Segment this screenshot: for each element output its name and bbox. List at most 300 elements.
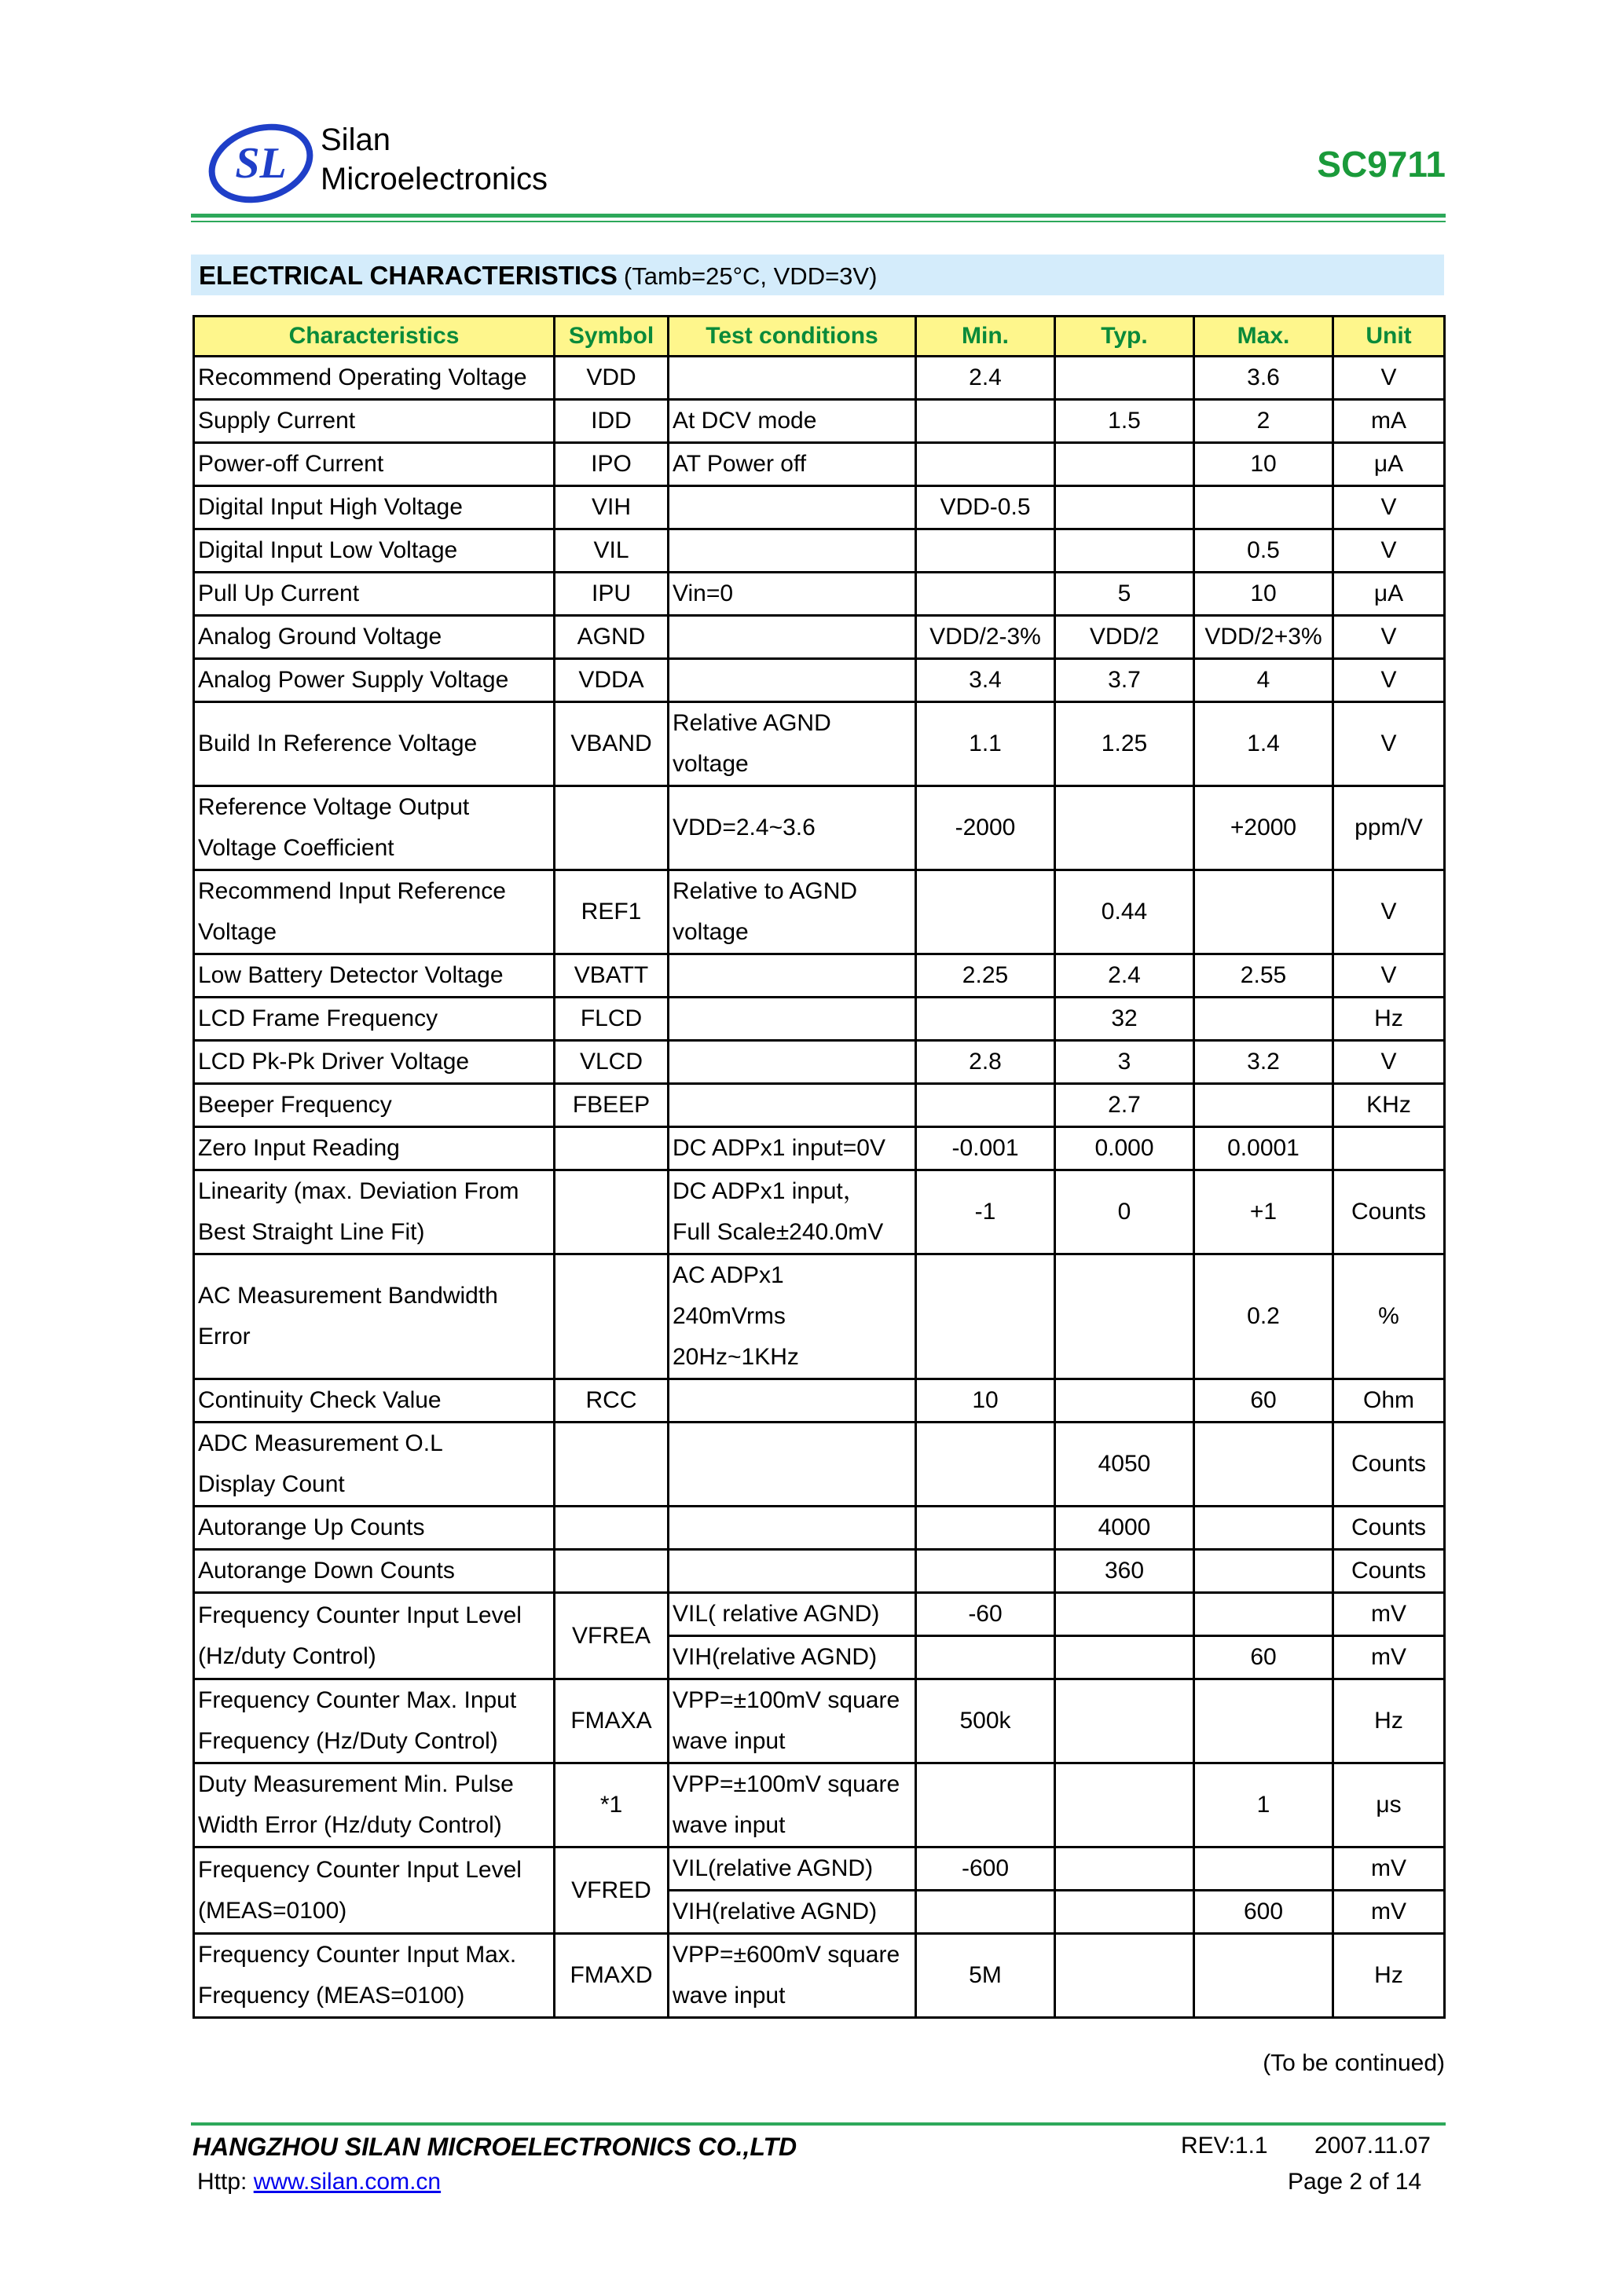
table-row (194, 659, 1445, 702)
unit-cell: V (1333, 1041, 1445, 1084)
unit-cell: μA (1333, 573, 1445, 616)
max-cell: 1 (1194, 1763, 1333, 1847)
max-cell: 10 (1194, 443, 1333, 486)
unit-cell: V (1333, 357, 1445, 400)
test-condition-cell-line: VPP=±100mV square (673, 1771, 900, 1797)
table-row (194, 1127, 1445, 1170)
symbol-cell: VBAND (555, 702, 669, 786)
characteristic-cell-line: Reference Voltage Output (198, 794, 470, 820)
test-condition-cell-line: wave input (673, 1728, 786, 1754)
characteristic-cell-line: (Hz/duty Control) (198, 1642, 376, 1669)
min-cell (916, 1423, 1055, 1507)
test-condition-cell-line: Full Scale±240.0mV (673, 1219, 884, 1245)
symbol-cell: VIL (555, 529, 669, 573)
symbol-cell: *1 (555, 1763, 669, 1847)
characteristic-cell (194, 486, 555, 529)
col-test-conditions-header: Test conditions (669, 317, 916, 357)
unit-cell: Hz (1333, 1679, 1445, 1763)
table-row (194, 1593, 1445, 1636)
min-cell: VDD-0.5 (916, 486, 1055, 529)
characteristic-cell-line: Beeper Frequency (198, 1092, 392, 1118)
test-condition-cell (669, 1423, 916, 1507)
typ-cell (1055, 1934, 1194, 2018)
unit-cell: V (1333, 616, 1445, 659)
typ-cell: 0.44 (1055, 870, 1194, 954)
typ-cell (1055, 443, 1194, 486)
characteristic-cell-line: Frequency Counter Input Level (198, 1602, 522, 1628)
typ-cell: 3 (1055, 1041, 1194, 1084)
header-rule-thick (191, 214, 1446, 218)
max-cell: 2.55 (1194, 954, 1333, 998)
typ-cell (1055, 529, 1194, 573)
test-condition-cell (669, 1254, 916, 1379)
silan-logo-icon (204, 118, 322, 212)
symbol-cell: VFRED (555, 1847, 669, 1934)
min-cell (916, 1507, 1055, 1550)
section-title (199, 261, 877, 291)
min-cell: VDD/2-3% (916, 616, 1055, 659)
test-condition-cell (669, 786, 916, 870)
typ-cell (1055, 1254, 1194, 1379)
table-row (194, 400, 1445, 443)
table-row (194, 1550, 1445, 1593)
min-cell: -2000 (916, 786, 1055, 870)
table-row (194, 1379, 1445, 1423)
test-condition-cell-line: At DCV mode (673, 408, 817, 434)
table-row (194, 1254, 1445, 1379)
test-condition-cell: VIL( relative AGND) (669, 1593, 916, 1636)
test-condition-cell-line: 240mVrms (673, 1303, 786, 1329)
characteristic-cell-line: AC Measurement Bandwidth (198, 1283, 498, 1309)
symbol-cell: VLCD (555, 1041, 669, 1084)
characteristic-cell (194, 1084, 555, 1127)
typ-cell: 360 (1055, 1550, 1194, 1593)
unit-cell: Ohm (1333, 1379, 1445, 1423)
test-condition-cell (669, 1170, 916, 1254)
max-cell: 0.5 (1194, 529, 1333, 573)
unit-cell: V (1333, 954, 1445, 998)
characteristic-cell-line: Frequency Counter Max. Input (198, 1687, 517, 1713)
min-cell (916, 1636, 1055, 1679)
characteristic-cell-line: Duty Measurement Min. Pulse (198, 1771, 514, 1797)
characteristic-cell (194, 357, 555, 400)
table-row (194, 616, 1445, 659)
characteristic-cell-line: LCD Pk-Pk Driver Voltage (198, 1049, 470, 1075)
characteristic-cell-line: Analog Ground Voltage (198, 624, 442, 650)
test-condition-cell: VIH(relative AGND) (669, 1636, 916, 1679)
symbol-cell: VIH (555, 486, 669, 529)
symbol-cell (555, 1507, 669, 1550)
test-condition-cell (669, 1679, 916, 1763)
characteristic-cell-line: Recommend Input Reference (198, 878, 506, 904)
table-header-row (194, 317, 1445, 357)
characteristic-cell-line: Build In Reference Voltage (198, 731, 478, 756)
test-condition-cell (669, 486, 916, 529)
min-cell (916, 400, 1055, 443)
min-cell (916, 870, 1055, 954)
test-condition-cell (669, 1507, 916, 1550)
characteristic-cell (194, 1550, 555, 1593)
max-cell: 3.2 (1194, 1041, 1333, 1084)
characteristic-cell-line: Voltage Coefficient (198, 835, 394, 861)
symbol-cell: IPU (555, 573, 669, 616)
max-cell: 0.0001 (1194, 1127, 1333, 1170)
table-row (194, 529, 1445, 573)
table-row (194, 786, 1445, 870)
min-cell (916, 998, 1055, 1041)
max-cell: 0.2 (1194, 1254, 1333, 1379)
typ-cell (1055, 1379, 1194, 1423)
symbol-cell: VDDA (555, 659, 669, 702)
characteristic-cell-line: Pull Up Current (198, 580, 360, 606)
typ-cell (1055, 1891, 1194, 1934)
typ-cell: VDD/2 (1055, 616, 1194, 659)
unit-cell (1333, 1127, 1445, 1170)
min-cell (916, 1254, 1055, 1379)
min-cell: 3.4 (916, 659, 1055, 702)
min-cell: 1.1 (916, 702, 1055, 786)
min-cell (916, 573, 1055, 616)
characteristic-cell (194, 659, 555, 702)
characteristic-cell-line: Digital Input Low Voltage (198, 537, 458, 563)
test-condition-cell-line: DC ADPx1 input=0V (673, 1135, 885, 1161)
unit-cell: mV (1333, 1636, 1445, 1679)
symbol-cell (555, 1550, 669, 1593)
test-condition-cell (669, 443, 916, 486)
unit-cell: mV (1333, 1891, 1445, 1934)
max-cell: 60 (1194, 1636, 1333, 1679)
col-typ-header: Typ. (1055, 317, 1194, 357)
logo-text: SL (235, 139, 287, 188)
characteristic-cell-line: Width Error (Hz/duty Control) (198, 1812, 502, 1838)
symbol-cell: FBEEP (555, 1084, 669, 1127)
characteristic-cell-line: Frequency Counter Input Level (198, 1856, 522, 1883)
characteristic-cell-line: Voltage (198, 919, 277, 945)
characteristic-cell-line: Low Battery Detector Voltage (198, 962, 504, 988)
company-name-line1: Silan (321, 123, 390, 157)
min-cell (916, 529, 1055, 573)
characteristic-cell (194, 786, 555, 870)
typ-cell (1055, 357, 1194, 400)
unit-cell: Counts (1333, 1170, 1445, 1254)
footer-url-link[interactable]: www.silan.com.cn (253, 2169, 442, 2195)
symbol-cell: VFREA (555, 1593, 669, 1679)
footer-revision: REV:1.1 (1181, 2133, 1268, 2159)
min-cell: -0.001 (916, 1127, 1055, 1170)
test-condition-cell (669, 1763, 916, 1847)
unit-cell: V (1333, 529, 1445, 573)
continued-note: (To be continued) (1263, 2050, 1445, 2076)
characteristic-cell (194, 1254, 555, 1379)
characteristic-cell-line: Error (198, 1324, 251, 1349)
unit-cell: Counts (1333, 1550, 1445, 1593)
symbol-cell (555, 786, 669, 870)
characteristic-cell (194, 1170, 555, 1254)
characteristic-cell-line: Autorange Up Counts (198, 1514, 425, 1540)
typ-cell (1055, 486, 1194, 529)
test-condition-cell-line: Vin=0 (673, 580, 734, 606)
max-cell (1194, 1847, 1333, 1891)
characteristic-cell (194, 1379, 555, 1423)
test-condition-cell (669, 1379, 916, 1423)
page-header (189, 118, 1446, 220)
table-row (194, 954, 1445, 998)
test-condition-cell (669, 954, 916, 998)
test-condition-cell-line: wave input (673, 1983, 786, 2009)
table-row (194, 1934, 1445, 2018)
characteristic-cell-line: Frequency (MEAS=0100) (198, 1983, 465, 2009)
max-cell (1194, 486, 1333, 529)
characteristic-cell-line: Power-off Current (198, 451, 384, 477)
section-conditions: (Tamb=25°C, VDD=3V) (623, 262, 878, 290)
typ-cell: 3.7 (1055, 659, 1194, 702)
typ-cell: 1.25 (1055, 702, 1194, 786)
table-row (194, 1507, 1445, 1550)
characteristic-cell-line: Recommend Operating Voltage (198, 364, 527, 390)
characteristic-cell (194, 1127, 555, 1170)
test-condition-cell-line: VPP=±100mV square (673, 1687, 900, 1713)
unit-cell: Hz (1333, 1934, 1445, 2018)
characteristic-cell-line: Autorange Down Counts (198, 1558, 455, 1584)
unit-cell: mV (1333, 1593, 1445, 1636)
max-cell: 1.4 (1194, 702, 1333, 786)
test-condition-cell (669, 998, 916, 1041)
footer-http (197, 2169, 441, 2195)
symbol-cell: VDD (555, 357, 669, 400)
characteristic-cell (194, 954, 555, 998)
symbol-cell: REF1 (555, 870, 669, 954)
characteristic-cell (194, 529, 555, 573)
typ-cell (1055, 1679, 1194, 1763)
min-cell: -1 (916, 1170, 1055, 1254)
test-condition-cell-line: AT Power off (673, 451, 807, 477)
test-condition-cell-line: voltage (673, 751, 749, 777)
symbol-cell (555, 1423, 669, 1507)
characteristic-cell-line: Linearity (max. Deviation From (198, 1178, 519, 1204)
footer-page-number: Page 2 of 14 (1288, 2169, 1422, 2195)
table-row (194, 1847, 1445, 1891)
min-cell (916, 1763, 1055, 1847)
characteristic-cell (194, 573, 555, 616)
table-row (194, 1084, 1445, 1127)
col-max-header: Max. (1194, 317, 1333, 357)
section-title-text: ELECTRICAL CHARACTERISTICS (199, 261, 618, 290)
footer-company: HANGZHOU SILAN MICROELECTRONICS CO.,LTD (192, 2133, 797, 2161)
col-symbol-header: Symbol (555, 317, 669, 357)
characteristic-cell (194, 998, 555, 1041)
unit-cell: V (1333, 702, 1445, 786)
footer-rule (191, 2122, 1446, 2126)
test-condition-cell (669, 702, 916, 786)
test-condition-cell (669, 1127, 916, 1170)
max-cell (1194, 1507, 1333, 1550)
table-row (194, 443, 1445, 486)
characteristic-cell-line: Zero Input Reading (198, 1135, 400, 1161)
characteristic-cell (194, 702, 555, 786)
characteristic-cell (194, 616, 555, 659)
typ-cell (1055, 1847, 1194, 1891)
max-cell (1194, 1423, 1333, 1507)
unit-cell: V (1333, 486, 1445, 529)
characteristic-cell (194, 400, 555, 443)
min-cell: 10 (916, 1379, 1055, 1423)
test-condition-cell (669, 616, 916, 659)
characteristic-cell-line: Best Straight Line Fit) (198, 1219, 425, 1245)
test-condition-cell (669, 1934, 916, 2018)
typ-cell: 4050 (1055, 1423, 1194, 1507)
unit-cell: Counts (1333, 1507, 1445, 1550)
typ-cell: 2.7 (1055, 1084, 1194, 1127)
unit-cell: mV (1333, 1847, 1445, 1891)
characteristic-cell (194, 1679, 555, 1763)
typ-cell: 0.000 (1055, 1127, 1194, 1170)
typ-cell (1055, 786, 1194, 870)
table-row (194, 1041, 1445, 1084)
test-condition-cell (669, 659, 916, 702)
max-cell: 60 (1194, 1379, 1333, 1423)
typ-cell: 4000 (1055, 1507, 1194, 1550)
part-number: SC9711 (1317, 144, 1446, 185)
table-body (194, 357, 1445, 2018)
test-condition-cell-line: DC ADPx1 input， (673, 1178, 867, 1204)
characteristic-cell-line: ADC Measurement O.L (198, 1430, 443, 1456)
footer-http-label: Http: (197, 2169, 247, 2195)
test-condition-cell (669, 1041, 916, 1084)
characteristic-cell (194, 1763, 555, 1847)
electrical-characteristics-table (192, 315, 1446, 2019)
section-heading-bar (191, 255, 1444, 295)
table-row (194, 1679, 1445, 1763)
characteristic-cell-line: Frequency (Hz/Duty Control) (198, 1728, 498, 1754)
test-condition-cell-line: wave input (673, 1812, 786, 1838)
symbol-cell (555, 1127, 669, 1170)
max-cell: 2 (1194, 400, 1333, 443)
test-condition-cell-line: VPP=±600mV square (673, 1942, 900, 1968)
unit-cell: ppm/V (1333, 786, 1445, 870)
max-cell (1194, 1934, 1333, 2018)
unit-cell: mA (1333, 400, 1445, 443)
typ-cell: 0 (1055, 1170, 1194, 1254)
max-cell: +2000 (1194, 786, 1333, 870)
characteristic-cell (194, 1934, 555, 2018)
max-cell: 4 (1194, 659, 1333, 702)
symbol-cell: VBATT (555, 954, 669, 998)
max-cell: +1 (1194, 1170, 1333, 1254)
characteristic-cell-line: LCD Frame Frequency (198, 1005, 438, 1031)
max-cell: VDD/2+3% (1194, 616, 1333, 659)
unit-cell: KHz (1333, 1084, 1445, 1127)
test-condition-cell (669, 529, 916, 573)
max-cell: 600 (1194, 1891, 1333, 1934)
max-cell (1194, 1593, 1333, 1636)
characteristic-cell-line: Digital Input High Voltage (198, 494, 463, 520)
unit-cell: % (1333, 1254, 1445, 1379)
max-cell (1194, 1550, 1333, 1593)
typ-cell: 32 (1055, 998, 1194, 1041)
col-characteristics-header: Characteristics (194, 317, 555, 357)
header-rule-thin (191, 221, 1446, 222)
table-row (194, 573, 1445, 616)
symbol-cell: IDD (555, 400, 669, 443)
test-condition-cell-line: AC ADPx1 (673, 1262, 784, 1288)
unit-cell: Counts (1333, 1423, 1445, 1507)
max-cell: 3.6 (1194, 357, 1333, 400)
characteristic-cell (194, 443, 555, 486)
min-cell (916, 443, 1055, 486)
characteristic-cell (194, 1847, 555, 1934)
symbol-cell: IPO (555, 443, 669, 486)
symbol-cell: FMAXD (555, 1934, 669, 2018)
company-name-line2: Microelectronics (321, 162, 548, 196)
min-cell: 2.25 (916, 954, 1055, 998)
symbol-cell (555, 1254, 669, 1379)
table-row (194, 486, 1445, 529)
table-row (194, 1423, 1445, 1507)
typ-cell: 2.4 (1055, 954, 1194, 998)
footer-date: 2007.11.07 (1314, 2133, 1431, 2159)
test-condition-cell-line: Relative to AGND (673, 878, 858, 904)
table-row (194, 998, 1445, 1041)
unit-cell: μs (1333, 1763, 1445, 1847)
unit-cell: Hz (1333, 998, 1445, 1041)
characteristic-cell (194, 1593, 555, 1679)
test-condition-cell (669, 1550, 916, 1593)
typ-cell: 5 (1055, 573, 1194, 616)
test-condition-cell (669, 400, 916, 443)
unit-cell: V (1333, 659, 1445, 702)
unit-cell: μA (1333, 443, 1445, 486)
test-condition-cell-line: Relative AGND (673, 710, 831, 736)
max-cell: 10 (1194, 573, 1333, 616)
symbol-cell (555, 1170, 669, 1254)
min-cell: 2.4 (916, 357, 1055, 400)
characteristic-cell (194, 1423, 555, 1507)
characteristic-cell-line: Analog Power Supply Voltage (198, 667, 509, 693)
min-cell: 5M (916, 1934, 1055, 2018)
characteristic-cell (194, 1041, 555, 1084)
typ-cell (1055, 1763, 1194, 1847)
characteristic-cell-line: Display Count (198, 1471, 345, 1497)
table-row (194, 1170, 1445, 1254)
min-cell: 500k (916, 1679, 1055, 1763)
typ-cell (1055, 1636, 1194, 1679)
max-cell (1194, 870, 1333, 954)
symbol-cell: RCC (555, 1379, 669, 1423)
test-condition-cell: VIL(relative AGND) (669, 1847, 916, 1891)
test-condition-cell-line: 20Hz~1KHz (673, 1344, 799, 1370)
test-condition-cell-line: VDD=2.4~3.6 (673, 815, 816, 840)
test-condition-cell-line: voltage (673, 919, 749, 945)
characteristic-cell-line: (MEAS=0100) (198, 1897, 347, 1924)
typ-cell: 1.5 (1055, 400, 1194, 443)
test-condition-cell (669, 870, 916, 954)
min-cell: 2.8 (916, 1041, 1055, 1084)
symbol-cell: FLCD (555, 998, 669, 1041)
max-cell (1194, 1084, 1333, 1127)
col-unit-header: Unit (1333, 317, 1445, 357)
test-condition-cell (669, 573, 916, 616)
col-min-header: Min. (916, 317, 1055, 357)
table-row (194, 357, 1445, 400)
unit-cell: V (1333, 870, 1445, 954)
typ-cell (1055, 1593, 1194, 1636)
characteristic-cell-line: Continuity Check Value (198, 1387, 442, 1413)
characteristic-cell-line: Supply Current (198, 408, 356, 434)
test-condition-cell (669, 357, 916, 400)
min-cell (916, 1891, 1055, 1934)
min-cell (916, 1084, 1055, 1127)
min-cell: -600 (916, 1847, 1055, 1891)
